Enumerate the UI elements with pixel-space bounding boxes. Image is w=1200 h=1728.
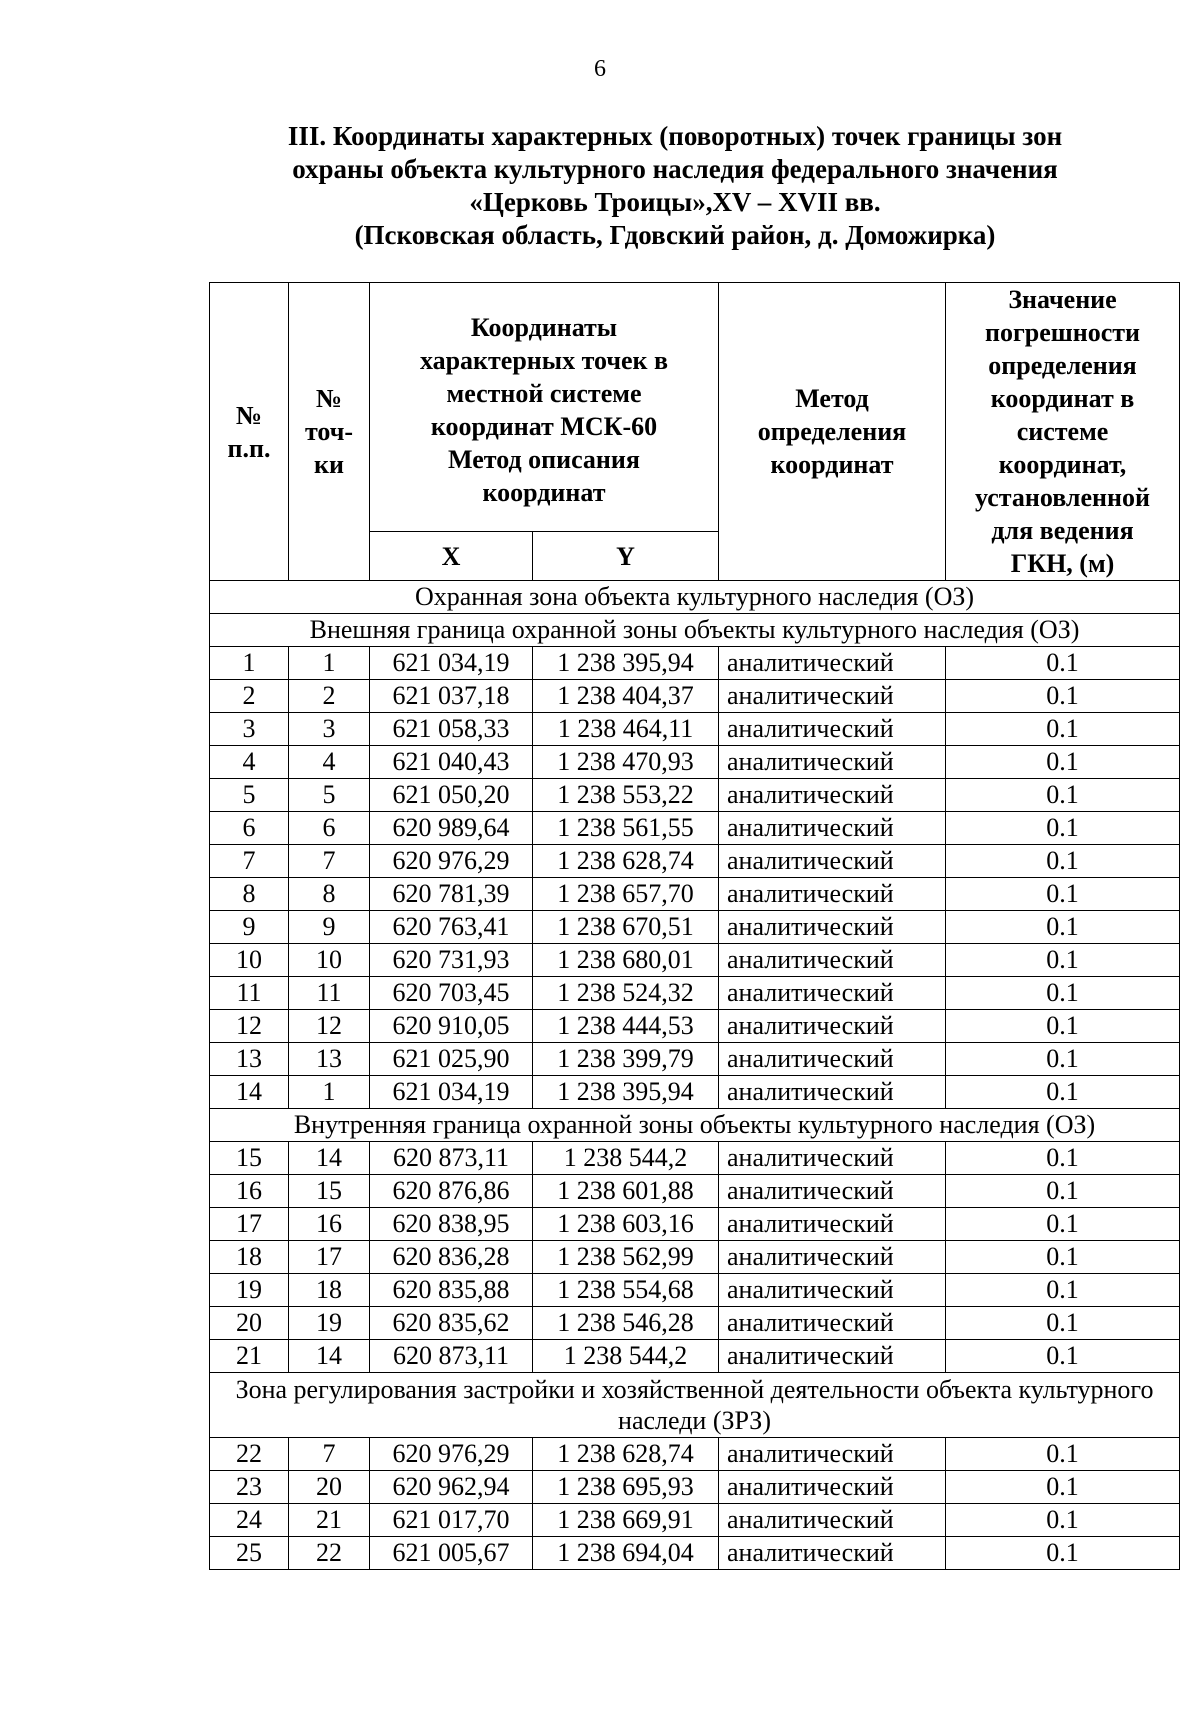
row-number: 3 — [210, 713, 289, 746]
point-number: 18 — [289, 1274, 370, 1307]
table-row — [210, 1537, 1180, 1570]
coord-x: 620 976,29 — [370, 845, 533, 878]
table-row — [210, 1241, 1180, 1274]
coord-x: 620 873,11 — [370, 1142, 533, 1175]
row-number: 21 — [210, 1340, 289, 1373]
header-line: для ведения — [991, 516, 1134, 545]
error-value: 0.1 — [946, 1274, 1180, 1307]
table-row — [210, 1142, 1180, 1175]
coord-y: 1 238 399,79 — [533, 1043, 719, 1076]
table-body — [210, 581, 1180, 1570]
point-number: 1 — [289, 1076, 370, 1109]
method: аналитический — [719, 647, 946, 680]
error-value: 0.1 — [946, 1142, 1180, 1175]
point-number: 1 — [289, 647, 370, 680]
coord-x: 621 058,33 — [370, 713, 533, 746]
error-value: 0.1 — [946, 1076, 1180, 1109]
row-number: 10 — [210, 944, 289, 977]
error-value: 0.1 — [946, 977, 1180, 1010]
error-value: 0.1 — [946, 878, 1180, 911]
error-value: 0.1 — [946, 1175, 1180, 1208]
point-number: 21 — [289, 1504, 370, 1537]
method: аналитический — [719, 1274, 946, 1307]
coord-x: 620 873,11 — [370, 1340, 533, 1373]
method: аналитический — [719, 1241, 946, 1274]
header-num — [210, 283, 289, 581]
coord-y: 1 238 657,70 — [533, 878, 719, 911]
method: аналитический — [719, 1142, 946, 1175]
point-number: 11 — [289, 977, 370, 1010]
row-number: 20 — [210, 1307, 289, 1340]
error-value: 0.1 — [946, 680, 1180, 713]
table-row — [210, 1307, 1180, 1340]
row-number: 24 — [210, 1504, 289, 1537]
table-row — [210, 1175, 1180, 1208]
coord-y: 1 238 524,32 — [533, 977, 719, 1010]
section-row — [210, 1109, 1180, 1142]
header-line: местной системе — [446, 379, 642, 408]
point-number: 20 — [289, 1471, 370, 1504]
point-number: 14 — [289, 1340, 370, 1373]
method: аналитический — [719, 977, 946, 1010]
coord-y: 1 238 470,93 — [533, 746, 719, 779]
point-number: 14 — [289, 1142, 370, 1175]
row-number: 12 — [210, 1010, 289, 1043]
row-number: 11 — [210, 977, 289, 1010]
heading-line-2: охраны объекта культурного наследия федерального значения — [292, 154, 1058, 184]
method: аналитический — [719, 779, 946, 812]
coord-y: 1 238 695,93 — [533, 1471, 719, 1504]
header-line: системе — [1016, 417, 1109, 446]
page-number: 6 — [594, 56, 606, 82]
coord-y: 1 238 544,2 — [533, 1142, 719, 1175]
table-row — [210, 812, 1180, 845]
header-line: определения — [988, 351, 1137, 380]
row-number: 16 — [210, 1175, 289, 1208]
header-line: № — [315, 384, 343, 413]
error-value: 0.1 — [946, 1537, 1180, 1570]
row-number: 22 — [210, 1438, 289, 1471]
error-value: 0.1 — [946, 812, 1180, 845]
method: аналитический — [719, 911, 946, 944]
row-number: 25 — [210, 1537, 289, 1570]
section-title: Внешняя граница охранной зоны объекты культурного наследия (ОЗ) — [210, 614, 1180, 647]
coord-y: 1 238 444,53 — [533, 1010, 719, 1043]
table-header — [210, 283, 1180, 581]
method: аналитический — [719, 812, 946, 845]
table-row — [210, 1076, 1180, 1109]
table-row — [210, 746, 1180, 779]
coord-x: 621 005,67 — [370, 1537, 533, 1570]
heading-line-3: «Церковь Троицы»,XV – XVII вв. — [469, 187, 881, 217]
coord-y: 1 238 544,2 — [533, 1340, 719, 1373]
section-row — [210, 1373, 1180, 1438]
error-value: 0.1 — [946, 713, 1180, 746]
section-title: Охранная зона объекта культурного наследия (ОЗ) — [210, 581, 1180, 614]
table-row — [210, 1340, 1180, 1373]
method: аналитический — [719, 1471, 946, 1504]
header-x: X — [370, 532, 533, 581]
header-line: характерных точек в — [419, 346, 669, 375]
header-line: Метод — [795, 384, 869, 413]
error-value: 0.1 — [946, 1010, 1180, 1043]
coord-x: 621 025,90 — [370, 1043, 533, 1076]
row-number: 6 — [210, 812, 289, 845]
coord-x: 620 910,05 — [370, 1010, 533, 1043]
method: аналитический — [719, 1208, 946, 1241]
table-row — [210, 1043, 1180, 1076]
table-row — [210, 1274, 1180, 1307]
method: аналитический — [719, 1438, 946, 1471]
header-line: точ- — [304, 417, 354, 446]
method: аналитический — [719, 1537, 946, 1570]
point-number: 22 — [289, 1537, 370, 1570]
coordinates-table — [209, 282, 1180, 1570]
heading-line-1: III. Координаты характерных (поворотных) точек границы зон — [287, 121, 1063, 151]
error-value: 0.1 — [946, 845, 1180, 878]
coord-x: 620 835,62 — [370, 1307, 533, 1340]
point-number: 10 — [289, 944, 370, 977]
point-number: 5 — [289, 779, 370, 812]
section-row — [210, 614, 1180, 647]
table-row — [210, 944, 1180, 977]
row-number: 13 — [210, 1043, 289, 1076]
row-number: 15 — [210, 1142, 289, 1175]
header-point — [289, 283, 370, 581]
table-row — [210, 647, 1180, 680]
document-heading — [220, 120, 1130, 252]
error-value: 0.1 — [946, 1340, 1180, 1373]
point-number: 7 — [289, 845, 370, 878]
coord-x: 621 040,43 — [370, 746, 533, 779]
coord-y: 1 238 546,28 — [533, 1307, 719, 1340]
coord-y: 1 238 561,55 — [533, 812, 719, 845]
method: аналитический — [719, 746, 946, 779]
error-value: 0.1 — [946, 1471, 1180, 1504]
section-title: Зона регулирования застройки и хозяйственной деятельности объекта культурного наследи (ЗРЗ) — [210, 1373, 1180, 1438]
error-value: 0.1 — [946, 1438, 1180, 1471]
coord-x: 620 836,28 — [370, 1241, 533, 1274]
method: аналитический — [719, 1504, 946, 1537]
table-row — [210, 1504, 1180, 1537]
header-coords — [370, 283, 719, 532]
point-number: 2 — [289, 680, 370, 713]
coord-y: 1 238 395,94 — [533, 647, 719, 680]
coord-y: 1 238 562,99 — [533, 1241, 719, 1274]
header-error — [946, 283, 1180, 581]
error-value: 0.1 — [946, 779, 1180, 812]
coord-y: 1 238 694,04 — [533, 1537, 719, 1570]
row-number: 2 — [210, 680, 289, 713]
point-number: 4 — [289, 746, 370, 779]
header-line: координат — [770, 450, 894, 479]
error-value: 0.1 — [946, 944, 1180, 977]
coord-x: 621 034,19 — [370, 647, 533, 680]
header-line: Метод описания — [448, 445, 640, 474]
coord-x: 620 838,95 — [370, 1208, 533, 1241]
coord-y: 1 238 628,74 — [533, 845, 719, 878]
point-number: 6 — [289, 812, 370, 845]
method: аналитический — [719, 1307, 946, 1340]
coord-y: 1 238 464,11 — [533, 713, 719, 746]
coord-x: 620 731,93 — [370, 944, 533, 977]
row-number: 5 — [210, 779, 289, 812]
method: аналитический — [719, 1340, 946, 1373]
header-line: установленной — [975, 483, 1150, 512]
error-value: 0.1 — [946, 647, 1180, 680]
table-row — [210, 1010, 1180, 1043]
row-number: 14 — [210, 1076, 289, 1109]
point-number: 17 — [289, 1241, 370, 1274]
table-row — [210, 977, 1180, 1010]
point-number: 15 — [289, 1175, 370, 1208]
point-number: 16 — [289, 1208, 370, 1241]
row-number: 9 — [210, 911, 289, 944]
method: аналитический — [719, 713, 946, 746]
coord-y: 1 238 601,88 — [533, 1175, 719, 1208]
row-number: 19 — [210, 1274, 289, 1307]
method: аналитический — [719, 680, 946, 713]
row-number: 18 — [210, 1241, 289, 1274]
coord-y: 1 238 680,01 — [533, 944, 719, 977]
header-line: координат, — [998, 450, 1127, 479]
table-row — [210, 845, 1180, 878]
error-value: 0.1 — [946, 911, 1180, 944]
method: аналитический — [719, 944, 946, 977]
row-number: 17 — [210, 1208, 289, 1241]
table-row — [210, 911, 1180, 944]
coord-y: 1 238 553,22 — [533, 779, 719, 812]
table-row — [210, 878, 1180, 911]
coord-y: 1 238 395,94 — [533, 1076, 719, 1109]
method: аналитический — [719, 845, 946, 878]
table-row — [210, 1471, 1180, 1504]
header-line: определения — [757, 417, 907, 446]
coord-y: 1 238 628,74 — [533, 1438, 719, 1471]
coord-y: 1 238 670,51 — [533, 911, 719, 944]
table-row — [210, 680, 1180, 713]
point-number: 13 — [289, 1043, 370, 1076]
coord-x: 621 050,20 — [370, 779, 533, 812]
point-number: 9 — [289, 911, 370, 944]
table-row — [210, 1208, 1180, 1241]
header-line: № — [235, 400, 263, 430]
error-value: 0.1 — [946, 1307, 1180, 1340]
header-line: п.п. — [227, 433, 271, 463]
heading-line-4: (Псковская область, Гдовский район, д. Доможирка) — [354, 220, 996, 250]
table-row — [210, 779, 1180, 812]
coord-x: 620 962,94 — [370, 1471, 533, 1504]
header-line: координат МСК-60 — [430, 412, 658, 441]
header-line: координат — [482, 478, 606, 507]
table-row — [210, 713, 1180, 746]
row-number: 1 — [210, 647, 289, 680]
method: аналитический — [719, 1076, 946, 1109]
coord-x: 620 703,45 — [370, 977, 533, 1010]
coord-x: 621 034,19 — [370, 1076, 533, 1109]
error-value: 0.1 — [946, 746, 1180, 779]
error-value: 0.1 — [946, 1043, 1180, 1076]
section-title: Внутренняя граница охранной зоны объекты культурного наследия (ОЗ) — [210, 1109, 1180, 1142]
point-number: 3 — [289, 713, 370, 746]
point-number: 12 — [289, 1010, 370, 1043]
coord-x: 620 989,64 — [370, 812, 533, 845]
row-number: 8 — [210, 878, 289, 911]
point-number: 8 — [289, 878, 370, 911]
coord-x: 620 876,86 — [370, 1175, 533, 1208]
section-row — [210, 581, 1180, 614]
coord-y: 1 238 404,37 — [533, 680, 719, 713]
row-number: 23 — [210, 1471, 289, 1504]
header-line: координат в — [990, 384, 1135, 413]
coord-x: 620 763,41 — [370, 911, 533, 944]
row-number: 4 — [210, 746, 289, 779]
header-line: Значение — [1008, 285, 1117, 314]
coord-y: 1 238 603,16 — [533, 1208, 719, 1241]
point-number: 19 — [289, 1307, 370, 1340]
method: аналитический — [719, 1010, 946, 1043]
method: аналитический — [719, 1175, 946, 1208]
header-method — [719, 283, 946, 581]
coord-x: 620 976,29 — [370, 1438, 533, 1471]
method: аналитический — [719, 1043, 946, 1076]
method: аналитический — [719, 878, 946, 911]
point-number: 7 — [289, 1438, 370, 1471]
coord-x: 620 781,39 — [370, 878, 533, 911]
coord-x: 621 017,70 — [370, 1504, 533, 1537]
error-value: 0.1 — [946, 1241, 1180, 1274]
header-line: погрешности — [985, 318, 1141, 347]
row-number: 7 — [210, 845, 289, 878]
coord-x: 621 037,18 — [370, 680, 533, 713]
header-line: Координаты — [470, 313, 618, 342]
header-line: ки — [314, 450, 344, 479]
header-y: Y — [533, 532, 719, 581]
error-value: 0.1 — [946, 1504, 1180, 1537]
header-line: ГКН, (м) — [1010, 549, 1115, 578]
coord-x: 620 835,88 — [370, 1274, 533, 1307]
coord-y: 1 238 554,68 — [533, 1274, 719, 1307]
table-row — [210, 1438, 1180, 1471]
error-value: 0.1 — [946, 1208, 1180, 1241]
coord-y: 1 238 669,91 — [533, 1504, 719, 1537]
